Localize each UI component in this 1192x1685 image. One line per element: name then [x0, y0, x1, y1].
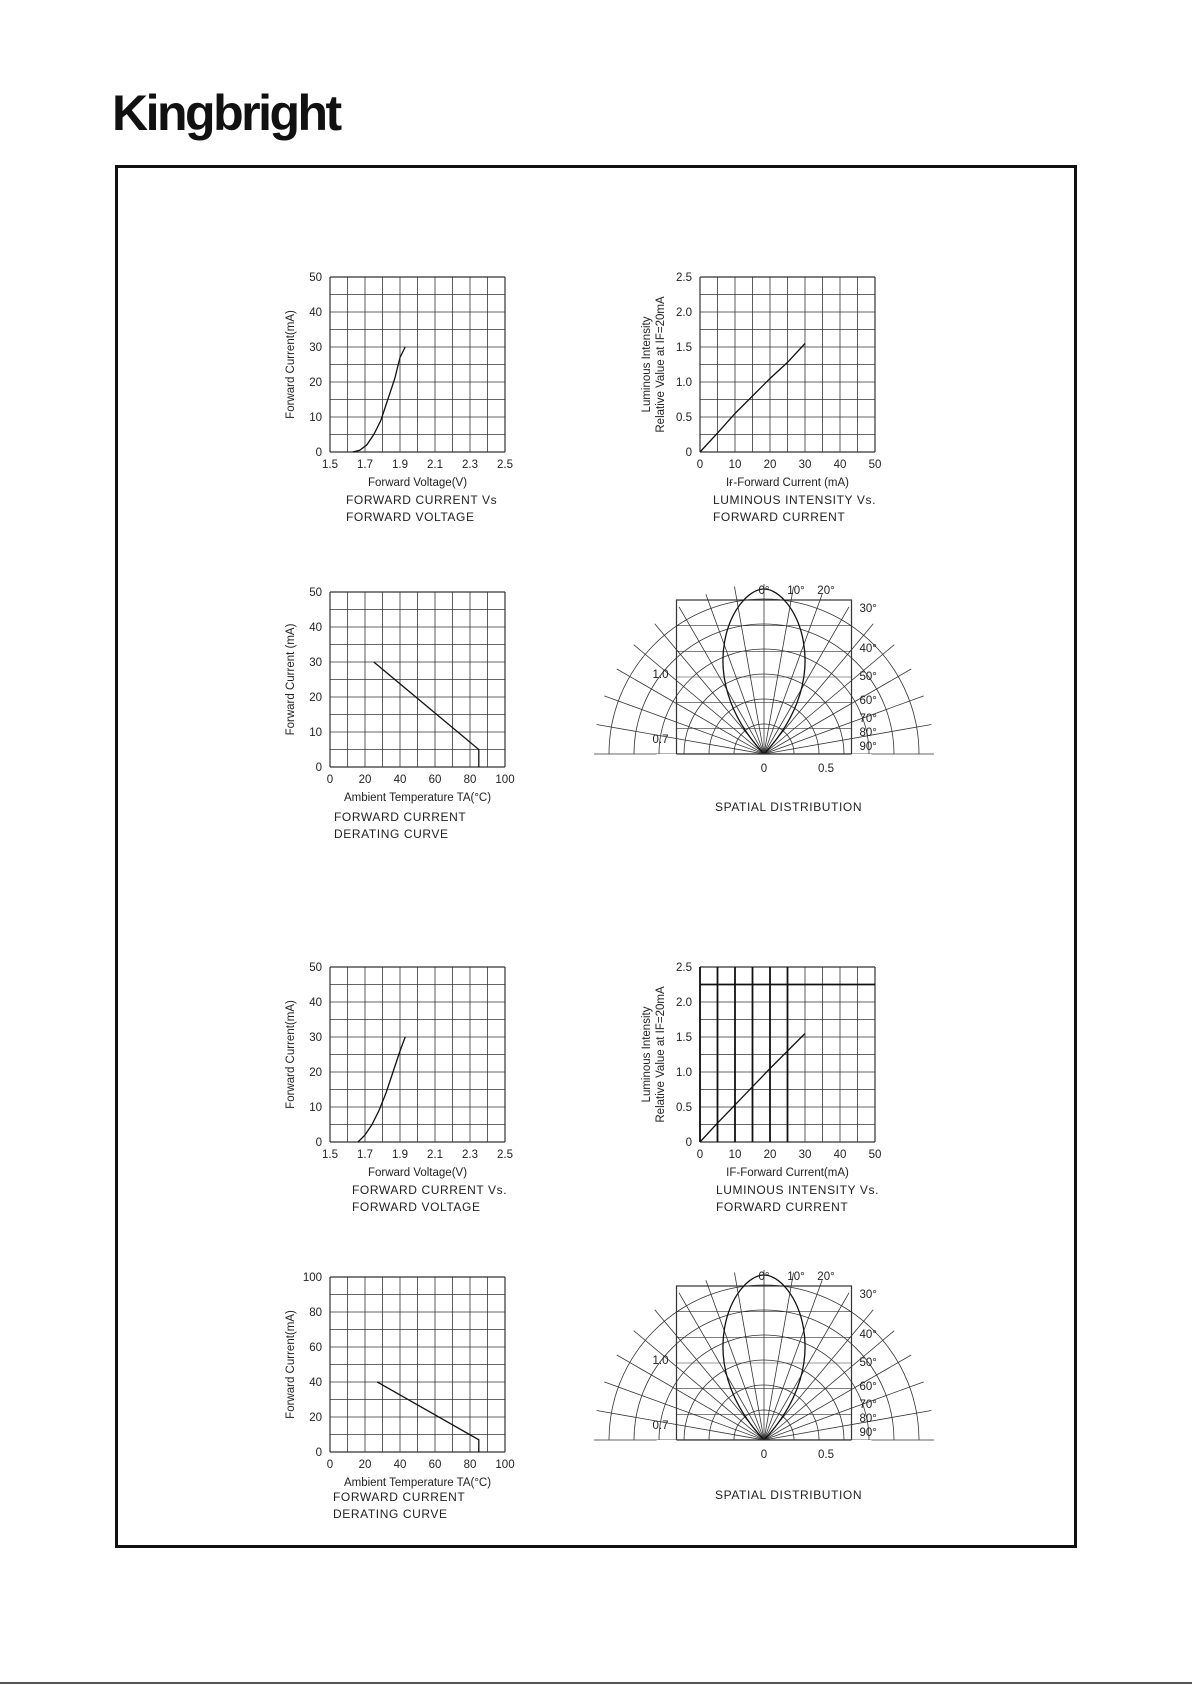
x-tick-label: 0.5	[818, 763, 834, 775]
x-tick-label: 0.5	[818, 1449, 834, 1461]
y-tick-label: 80	[309, 1307, 322, 1319]
x-axis-label: Forward Voltage(V)	[367, 477, 468, 489]
chart-3-caption	[334, 809, 466, 843]
x-tick-label: 20	[358, 774, 372, 786]
y-tick-label: 30	[309, 342, 322, 354]
y-tick-label: 2.0	[676, 997, 692, 1009]
y-tick-label: 0	[315, 447, 322, 459]
x-tick-label: 10	[728, 1149, 742, 1161]
angle-label: 80°	[859, 727, 877, 739]
y-tick-label: 30	[309, 1032, 322, 1044]
x-tick-label: 20	[763, 459, 777, 471]
angle-label: 10°	[787, 585, 805, 597]
y-tick-label: 40	[309, 622, 322, 634]
y-tick-label: 2.0	[676, 307, 692, 319]
x-tick-label: 1.9	[392, 1149, 408, 1161]
x-tick-label: 0	[760, 1449, 768, 1461]
y-tick-label: 20	[309, 692, 322, 704]
y-tick-label: 0	[315, 1137, 322, 1149]
x-tick-label: 2.5	[497, 1149, 513, 1161]
chart-5-caption	[352, 1182, 507, 1216]
caption-line: FORWARD CURRENT	[334, 810, 467, 824]
angle-label: 70°	[859, 713, 877, 725]
x-tick-label: 1.7	[357, 1149, 373, 1161]
y-tick-label: 20	[309, 1067, 322, 1079]
x-tick-label: 2.1	[427, 459, 443, 471]
y-tick-label: 40	[309, 997, 322, 1009]
luminous-intensity-vs-current-chart-2	[640, 955, 925, 1188]
plot-area	[285, 962, 513, 1179]
y-tick-label: 0	[315, 1447, 322, 1459]
plot-area	[641, 272, 881, 489]
chart-svg	[270, 265, 555, 498]
chart-4-caption	[715, 799, 862, 816]
y-tick-label: 1.0	[652, 669, 669, 681]
chart-svg	[652, 576, 940, 806]
x-axis-label: Ambient Temperature TA(°C)	[343, 1477, 492, 1489]
x-tick-label: 1.7	[357, 459, 373, 471]
x-tick-label: 2.1	[427, 1149, 443, 1161]
caption-line: FORWARD VOLTAGE	[352, 1200, 481, 1214]
spatial-distribution-chart-2	[652, 1262, 940, 1492]
y-tick-label: 0.7	[652, 1420, 669, 1432]
chart-7-caption	[333, 1489, 465, 1523]
angle-label: 30°	[859, 603, 877, 615]
angle-label: 60°	[859, 1381, 877, 1393]
derating-curve-chart-2	[270, 1265, 555, 1498]
caption-line: SPATIAL DISTRIBUTION	[715, 1488, 863, 1502]
y-tick-label: 0	[685, 447, 692, 459]
x-tick-label: 50	[868, 459, 882, 471]
chart-1-caption	[346, 492, 497, 526]
x-tick-label: 10	[728, 459, 742, 471]
x-tick-label: 40	[393, 1459, 407, 1471]
y-tick-label: 50	[309, 272, 322, 284]
y-tick-label: 2.5	[676, 962, 692, 974]
y-axis-label: Forward Current(mA)	[285, 310, 297, 419]
angle-label: 70°	[859, 1399, 877, 1411]
spatial-distribution-chart-1	[652, 576, 940, 806]
page-bottom-rule	[0, 1682, 1192, 1684]
angle-label: 10°	[787, 1271, 805, 1283]
chart-svg	[270, 1265, 555, 1498]
plot-area	[285, 587, 515, 804]
y-tick-label: 1.0	[676, 377, 692, 389]
y-tick-label: 100	[302, 1272, 322, 1284]
angle-label: 60°	[859, 695, 877, 707]
angle-label: 30°	[859, 1289, 877, 1301]
x-tick-label: 80	[463, 774, 477, 786]
caption-line: DERATING CURVE	[334, 827, 449, 841]
angle-label: 0°	[758, 585, 770, 597]
y-tick-label: 50	[309, 587, 322, 599]
x-tick-label: 100	[495, 1459, 515, 1471]
chart-6-caption	[716, 1182, 879, 1216]
caption-line: SPATIAL DISTRIBUTION	[715, 800, 863, 814]
y-tick-label: 1.0	[676, 1067, 692, 1079]
y-axis-label-line: Luminous Intensity	[641, 316, 653, 413]
x-tick-label: 40	[393, 774, 407, 786]
x-tick-label: 0	[326, 1459, 334, 1471]
luminous-intensity-vs-current-chart	[640, 265, 925, 498]
x-tick-label: 100	[495, 774, 515, 786]
y-tick-label: 60	[309, 1342, 322, 1354]
angle-label: 90°	[859, 1427, 877, 1439]
forward-current-vs-voltage-chart	[270, 265, 555, 498]
chart-2-caption	[713, 492, 876, 526]
derating-curve-chart-1	[270, 580, 555, 813]
x-tick-label: 20	[763, 1149, 777, 1161]
x-tick-label: 1.5	[322, 1149, 338, 1161]
x-tick-label: 0	[326, 774, 334, 786]
caption-line: FORWARD CURRENT	[333, 1490, 466, 1504]
x-axis-label: IF-Forward Current(mA)	[726, 1167, 849, 1179]
angle-label: 50°	[859, 671, 877, 683]
chart-svg	[270, 955, 555, 1188]
x-tick-label: 0	[696, 459, 704, 471]
forward-current-vs-voltage-chart-2	[270, 955, 555, 1188]
x-axis-label: Ambient Temperature TA(°C)	[343, 792, 492, 804]
y-tick-label: 0.7	[652, 734, 669, 746]
angle-label: 0°	[758, 1271, 770, 1283]
x-tick-label: 60	[428, 1459, 442, 1471]
x-tick-label: 1.9	[392, 459, 408, 471]
y-axis-label-line: Relative Value at IF=20mA	[655, 986, 667, 1123]
angle-label: 90°	[859, 741, 877, 753]
y-tick-label: 1.5	[676, 1032, 692, 1044]
x-tick-label: 2.3	[462, 1149, 478, 1161]
caption-line: FORWARD VOLTAGE	[346, 510, 475, 524]
y-axis-label: Forward Current(mA)	[285, 1000, 297, 1109]
y-tick-label: 50	[309, 962, 322, 974]
y-tick-label: 0	[685, 1137, 692, 1149]
y-tick-label: 0.5	[676, 1102, 692, 1114]
x-tick-label: 0	[696, 1149, 704, 1161]
y-tick-label: 30	[309, 657, 322, 669]
y-tick-label: 20	[309, 377, 322, 389]
chart-svg	[640, 265, 925, 498]
chart-svg	[652, 1262, 940, 1492]
y-tick-label: 10	[309, 412, 322, 424]
y-tick-label: 0	[315, 762, 322, 774]
y-tick-label: 10	[309, 727, 322, 739]
caption-line: FORWARD CURRENT	[716, 1200, 849, 1214]
y-axis-label: Forward Current(mA)	[285, 1310, 297, 1419]
y-tick-label: 1.5	[676, 342, 692, 354]
plot-area	[641, 962, 881, 1179]
chart-svg	[270, 580, 555, 813]
y-tick-label: 40	[309, 307, 322, 319]
x-axis-label: Forward Voltage(V)	[367, 1167, 468, 1179]
x-tick-label: 0	[760, 763, 768, 775]
angle-label: 20°	[817, 585, 835, 597]
angle-label: 20°	[817, 1271, 835, 1283]
chart-8-caption	[715, 1487, 862, 1504]
angle-label: 50°	[859, 1357, 877, 1369]
x-tick-label: 40	[833, 1149, 847, 1161]
x-tick-label: 40	[833, 459, 847, 471]
caption-line: LUMINOUS INTENSITY Vs.	[716, 1183, 880, 1197]
y-tick-label: 20	[309, 1412, 322, 1424]
y-axis-label: Forward Current (mA)	[285, 623, 297, 736]
y-tick-label: 40	[309, 1377, 322, 1389]
x-axis-label: Iғ-Forward Current (mA)	[725, 477, 850, 489]
x-tick-label: 30	[798, 1149, 812, 1161]
y-tick-label: 2.5	[676, 272, 692, 284]
caption-line: LUMINOUS INTENSITY Vs.	[713, 493, 877, 507]
x-tick-label: 2.5	[497, 459, 513, 471]
x-tick-label: 80	[463, 1459, 477, 1471]
kingbright-logo: Kingbright	[112, 85, 340, 141]
angle-label: 40°	[859, 643, 877, 655]
chart-svg	[640, 955, 925, 1188]
angle-label: 40°	[859, 1329, 877, 1341]
y-tick-label: 0.5	[676, 412, 692, 424]
x-tick-label: 60	[428, 774, 442, 786]
caption-line: FORWARD CURRENT Vs	[346, 493, 498, 507]
x-tick-label: 1.5	[322, 459, 338, 471]
x-tick-label: 20	[358, 1459, 372, 1471]
caption-line: FORWARD CURRENT Vs.	[352, 1183, 508, 1197]
angle-label: 80°	[859, 1413, 877, 1425]
plot-area	[285, 272, 513, 489]
y-tick-label: 1.0	[652, 1355, 669, 1367]
caption-line: DERATING CURVE	[333, 1507, 448, 1521]
y-axis-label-line: Relative Value at IF=20mA	[655, 296, 667, 433]
plot-area	[285, 1272, 515, 1489]
x-tick-label: 50	[868, 1149, 882, 1161]
x-tick-label: 2.3	[462, 459, 478, 471]
y-axis-label-line: Luminous Intensity	[641, 1006, 653, 1103]
caption-line: FORWARD CURRENT	[713, 510, 846, 524]
x-tick-label: 30	[798, 459, 812, 471]
y-tick-label: 10	[309, 1102, 322, 1114]
